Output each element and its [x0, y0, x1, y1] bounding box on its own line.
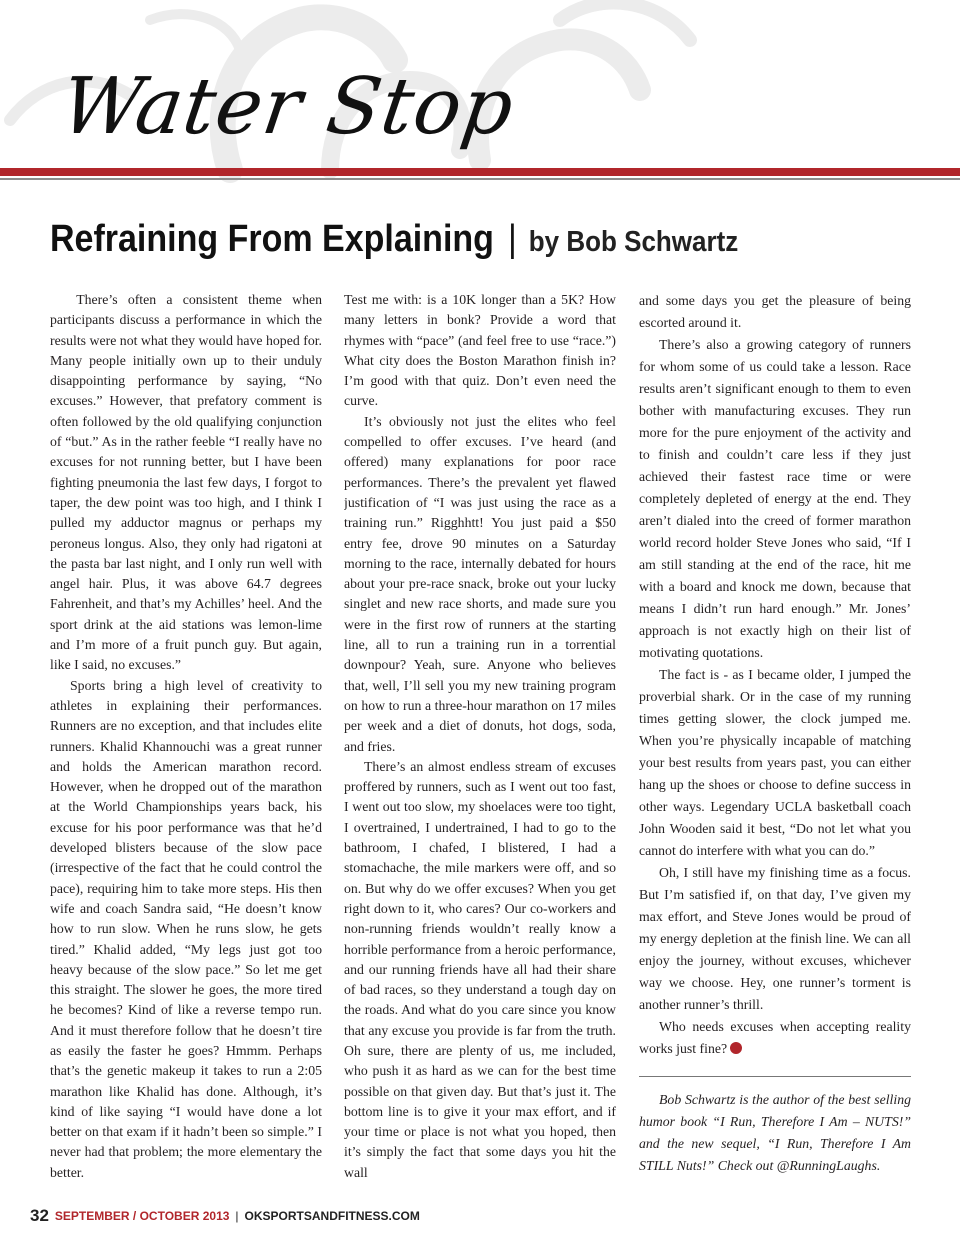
- closing-text: Who needs excuses when accepting reality works just fine?: [639, 1019, 911, 1056]
- author-bio: Bob Schwartz is the author of the best selling humor book “I Run, Therefore I Am – NUTS!” and the new sequel, “I Run, Therefore I Am STILL Nuts!” Check out @RunningLaughs.: [639, 1092, 911, 1173]
- bio-divider: [639, 1076, 911, 1077]
- section-title: Water Stop: [55, 62, 520, 152]
- paragraph: and some days you get the pleasure of being escorted around it.: [639, 293, 911, 330]
- paragraph: There’s also a growing category of runners for whom some of us could take a lesson. Race results aren’t significant enough to them to even bother with manufacturing excuses. They run more for the pure enjoyment of the activity and to finish and couldn’t care less if they just achieved their fastest race time or were completely depleted of energy at the end. They aren’t dialed into the creed of former marathon world record holder Steve Jones who said, “If I am still standing at the end of the race, hit me with a board and knock me down, because that means I didn’t run hard enough.” Mr. Jones’ approach is not exactly high on their list of motivating quotations.: [639, 337, 911, 660]
- footer-separator: |: [235, 1209, 239, 1223]
- paragraph: It’s obviously not just the elites who feel compelled to offer excuses. I’ve heard (and offered) many explanations for poor race performances. There’s the prevalent yet flawed justification of “I was just using the race as a training run.” Rigghhtt! You just paid a $50 entry fee, drove 90 minutes on a Saturday morning to the race, internally debated for hours about your pre-race snack, broke out your lucky singlet and new race shorts, and made sure you were in the first row of runners at the starting line, all to run a training run in a torrential downpour? Yeah, sure. Anyone who believes that, well, I’ll sell you my new training program on how to run a three-hour marathon on 17 miles per week and a diet of donuts, hot dogs, soda, and fries.: [344, 413, 616, 754]
- paragraph: The fact is - as I became older, I jumped the proverbial shark. Or in the case of my running times getting slower, the clock jumped me. When you’re physically incapable of matching your best results from years past, you can either hang up the shoes or choose to define success in other ways. Legendary UCLA basketball coach John Wooden said it best, “Do not let what you cannot do interfere with what you can do.”: [639, 667, 911, 858]
- headline-title: Refraining From Explaining: [50, 217, 494, 260]
- page-number: 32: [30, 1206, 49, 1225]
- byline: by Bob Schwartz: [528, 224, 739, 258]
- end-mark-icon: [730, 1042, 742, 1054]
- article-column-2: [344, 290, 616, 1200]
- article-column-1: [50, 290, 322, 1200]
- paragraph: Sports bring a high level of creativity to athletes in explaining their performances. Runners are no exception, and that includes elite runners. Khalid Khannouchi was a great runner and holds the American marathon record. However, when he dropped out of the marathon at the World Championships years back, his excuse for his poor performance was that he’d developed blisters because of the slow pace (irrespective of the fact that he could control the pace), requiring him to take more steps. His then wife and coach Sandra said, “He doesn’t know how to run slow. When he runs slow, he gets tired.” Khalid added, “My legs just got too heavy because of the slow pace.” So let me get this straight. The slower he goes, the more tired he becomes? Kind of like a reverse tempo run. And it must therefore follow that he doesn’t tire as easily the faster he goes? Hmmm. Perhaps that’s the genetic makeup it takes to run a 2:05 marathon like Khalid has done. Although, it’s kind of like saying “I would have done a lot better on that exam if it hadn’t been so simple.” I never had that problem; the more elementary the better.: [50, 677, 322, 1180]
- website: OKSPORTSANDFITNESS.COM: [244, 1209, 420, 1223]
- issue-date: SEPTEMBER / OCTOBER 2013: [54, 1209, 230, 1223]
- red-header-rule: [0, 168, 960, 176]
- paragraph: There’s an almost endless stream of excuses proffered by runners, such as I went out too fast, I went out too slow, my shoelaces were too tight, I overtrained, I undertrained, I had to go to the bathroom, I chafed, I blistered, I had a stomachache, the mile markers were off, and so on. But why do we offer excuses? When you get right down to it, who cares? Our co-workers and non-running friends wouldn’t really know a horrible performance from a heroic performance, and our running friends have all had their share of bad races, so they understand a tough day on the roads. And what do you care since you know that any excuse you provide is far from the truth. Oh sure, there are plenty of us, me included, who push it as hard as we can for the best time possible on that given day. But that’s just it. The bottom line is to give it your max effort, and if your time or place is not what you hoped, then it’s simply the fact that some days you hit the wall: [344, 758, 616, 1180]
- paragraph: Oh, I still have my finishing time as a focus. But I’m satisfied if, on that day, I’ve given my max effort, and Steve Jones would be proud of my energy depletion at the finish line. We can all enjoy the journey, without excuses, whichever way we choose. Hey, one runner’s torment is another runner’s thrill.: [639, 865, 911, 1012]
- paragraph: Test me with: is a 10K longer than a 5K? How many letters in bonk? Provide a word that rhymes with “pace” (and feel free to use “race.”) What city does the Boston Marathon finish in? I’m good with that quiz. Don’t even need the curve.: [344, 292, 616, 409]
- paragraph: There’s often a consistent theme when participants discuss a performance in which the results were not what they would have hoped for. Many people initially own up to their unduly disappointing performance by saying, “No excuses.” However, that prefatory comment is often followed by the old qualifying conjunction of “but.” As in the rather feeble “I really have no excuses for not running better, but I have been fighting pneumonia the last few days, I forgot to taper, the dew point was too high, and I think I pulled my adductor magnus or perhaps my peroneus longus. Also, they only had rigatoni at the pasta bar last night, and I only run well with angel hair. Plus, it was above 64.7 degrees Fahrenheit, and that’s my Achilles’ heel. And the sport drink at the aid stations was lemon-lime and I’m more of a fruit punch guy. But again, like I said, no excuses.”: [50, 292, 322, 673]
- article-column-3: [639, 290, 911, 1200]
- headline-separator: |: [507, 217, 517, 260]
- gray-header-rule: [0, 178, 960, 180]
- page-footer: [30, 1206, 420, 1226]
- closing-paragraph: [639, 1016, 911, 1060]
- article-headline: [50, 214, 738, 266]
